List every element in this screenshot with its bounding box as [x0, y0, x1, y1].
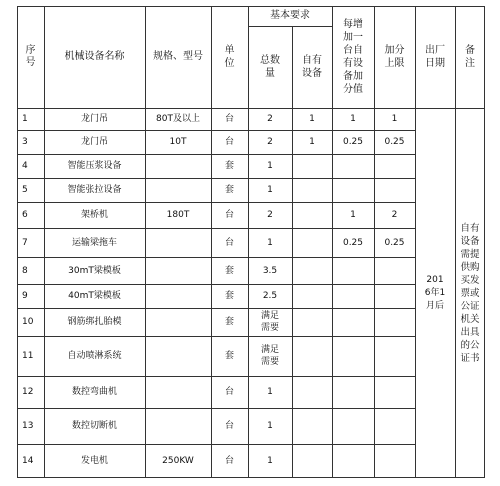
row-own: [292, 178, 332, 202]
row-own: 1: [309, 114, 315, 124]
row-seq: 14: [22, 456, 34, 466]
row-limit: [374, 154, 415, 178]
row-total: 满足需要: [260, 311, 279, 333]
row-limit: 0.25: [384, 137, 405, 147]
row-total: 2: [267, 210, 273, 220]
row-per-add: 1: [350, 210, 356, 220]
row-name: 智能张拉设备: [67, 185, 122, 195]
merged-factory-date: 2016年1月后: [424, 274, 446, 311]
row-own: [292, 376, 332, 408]
row-limit: [374, 408, 415, 444]
row-limit: [374, 257, 415, 284]
row-unit: 台: [224, 137, 234, 147]
row-seq: 13: [22, 421, 34, 431]
row-unit: 套: [224, 185, 234, 195]
row-name: 龙门吊: [80, 137, 108, 147]
row-limit: 2: [391, 210, 398, 220]
row-spec: 10T: [169, 137, 187, 147]
row-unit: 台: [224, 421, 234, 431]
row-limit: [374, 178, 415, 202]
row-seq: 6: [22, 210, 28, 220]
row-spec: [145, 308, 211, 336]
header-basic-req: 基本要求: [270, 10, 310, 21]
row-total: 2.5: [262, 291, 278, 301]
row-name: 30mT梁模板: [68, 265, 121, 276]
row-seq: 7: [22, 237, 28, 248]
row-name: 40mT梁模板: [68, 291, 121, 301]
merged-remark: 自有设备需提供购买发票或公证机关出具的公证书: [460, 222, 480, 364]
row-limit: [374, 308, 415, 336]
row-total: 1: [267, 387, 273, 397]
row-total: 1: [267, 161, 273, 171]
row-unit: 台: [224, 114, 234, 124]
row-name: 智能压浆设备: [67, 161, 122, 171]
row-per-add: [332, 444, 374, 478]
row-unit: 套: [224, 265, 234, 276]
row-unit: 套: [224, 161, 234, 171]
row-own: [292, 336, 332, 376]
row-total: 2: [267, 137, 273, 147]
row-limit: [374, 444, 415, 478]
row-seq: 8: [22, 265, 28, 276]
row-per-add: [332, 376, 374, 408]
row-seq: 5: [22, 185, 28, 195]
row-unit: 台: [224, 237, 234, 248]
row-total: 1: [267, 185, 273, 195]
row-name: 钢筋绑扎胎模: [67, 317, 122, 327]
row-own: [292, 154, 332, 178]
row-seq: 1: [22, 114, 28, 124]
header-spec: 规格、型号: [153, 51, 203, 62]
row-limit: 1: [391, 114, 398, 124]
row-spec: [145, 228, 211, 257]
row-limit: [374, 376, 415, 408]
equipment-table: [17, 6, 485, 478]
row-name: 运输梁拖车: [71, 237, 117, 248]
row-own: [292, 284, 332, 308]
row-total: 3.5: [262, 265, 278, 276]
row-total: 1: [267, 237, 273, 248]
row-per-add: [332, 154, 374, 178]
row-spec: [145, 257, 211, 284]
row-spec: [145, 376, 211, 408]
row-total: 1: [267, 421, 273, 431]
header-seq: 序号: [25, 45, 36, 68]
row-total: 2: [267, 114, 273, 124]
row-per-add: [332, 336, 374, 376]
row-per-add: 1: [350, 114, 356, 124]
row-unit: 台: [224, 387, 234, 397]
row-unit: 台: [224, 456, 234, 466]
row-spec: [145, 154, 211, 178]
row-per-add: [332, 178, 374, 202]
row-per-add: [332, 308, 374, 336]
row-own: 1: [309, 137, 315, 147]
header-factory-date: 出厂日期: [425, 45, 445, 69]
header-total: 总数量: [260, 55, 280, 79]
row-seq: 12: [22, 387, 34, 397]
row-spec: 180T: [166, 210, 190, 220]
row-spec: [145, 408, 211, 444]
row-unit: 套: [224, 317, 234, 327]
row-name: 数控弯曲机: [71, 387, 117, 397]
row-per-add: [332, 408, 374, 444]
row-name: 架桥机: [80, 210, 108, 220]
row-limit: 0.25: [384, 237, 405, 248]
header-unit: 单位: [224, 45, 235, 69]
row-total: 满足需要: [260, 345, 279, 367]
row-unit: 套: [224, 351, 234, 361]
row-seq: 9: [22, 291, 28, 301]
row-seq: 10: [22, 317, 34, 327]
row-per-add: 0.25: [342, 137, 364, 147]
row-own: [292, 202, 332, 228]
header-per-add: 每增加一台自有设备加分值: [343, 19, 363, 95]
row-limit: [374, 284, 415, 308]
row-name: 数控切断机: [71, 421, 117, 431]
header-name: 机械设备名称: [64, 51, 125, 62]
row-name: 发电机: [80, 456, 108, 466]
row-limit: [374, 336, 415, 376]
header-own: 自有设备: [302, 55, 322, 79]
row-per-add: 0.25: [342, 237, 364, 248]
row-own: [292, 228, 332, 257]
row-own: [292, 308, 332, 336]
row-seq: 11: [22, 351, 34, 361]
row-seq: 4: [22, 161, 28, 171]
row-unit: 套: [224, 291, 234, 301]
row-own: [292, 444, 332, 478]
row-per-add: [332, 257, 374, 284]
row-own: [292, 408, 332, 444]
row-spec: [145, 284, 211, 308]
row-spec: [145, 178, 211, 202]
header-add-limit: 加分上限: [384, 45, 405, 69]
row-per-add: [332, 284, 374, 308]
row-unit: 台: [224, 210, 234, 220]
row-name: 龙门吊: [80, 114, 108, 124]
row-seq: 3: [22, 137, 28, 147]
header-remark: 备注: [465, 45, 475, 69]
row-total: 1: [267, 456, 273, 466]
row-name: 自动喷淋系统: [67, 351, 122, 361]
row-spec: [145, 336, 211, 376]
row-spec: 250KW: [162, 456, 194, 466]
row-spec: 80T及以上: [156, 114, 200, 124]
row-own: [292, 257, 332, 284]
